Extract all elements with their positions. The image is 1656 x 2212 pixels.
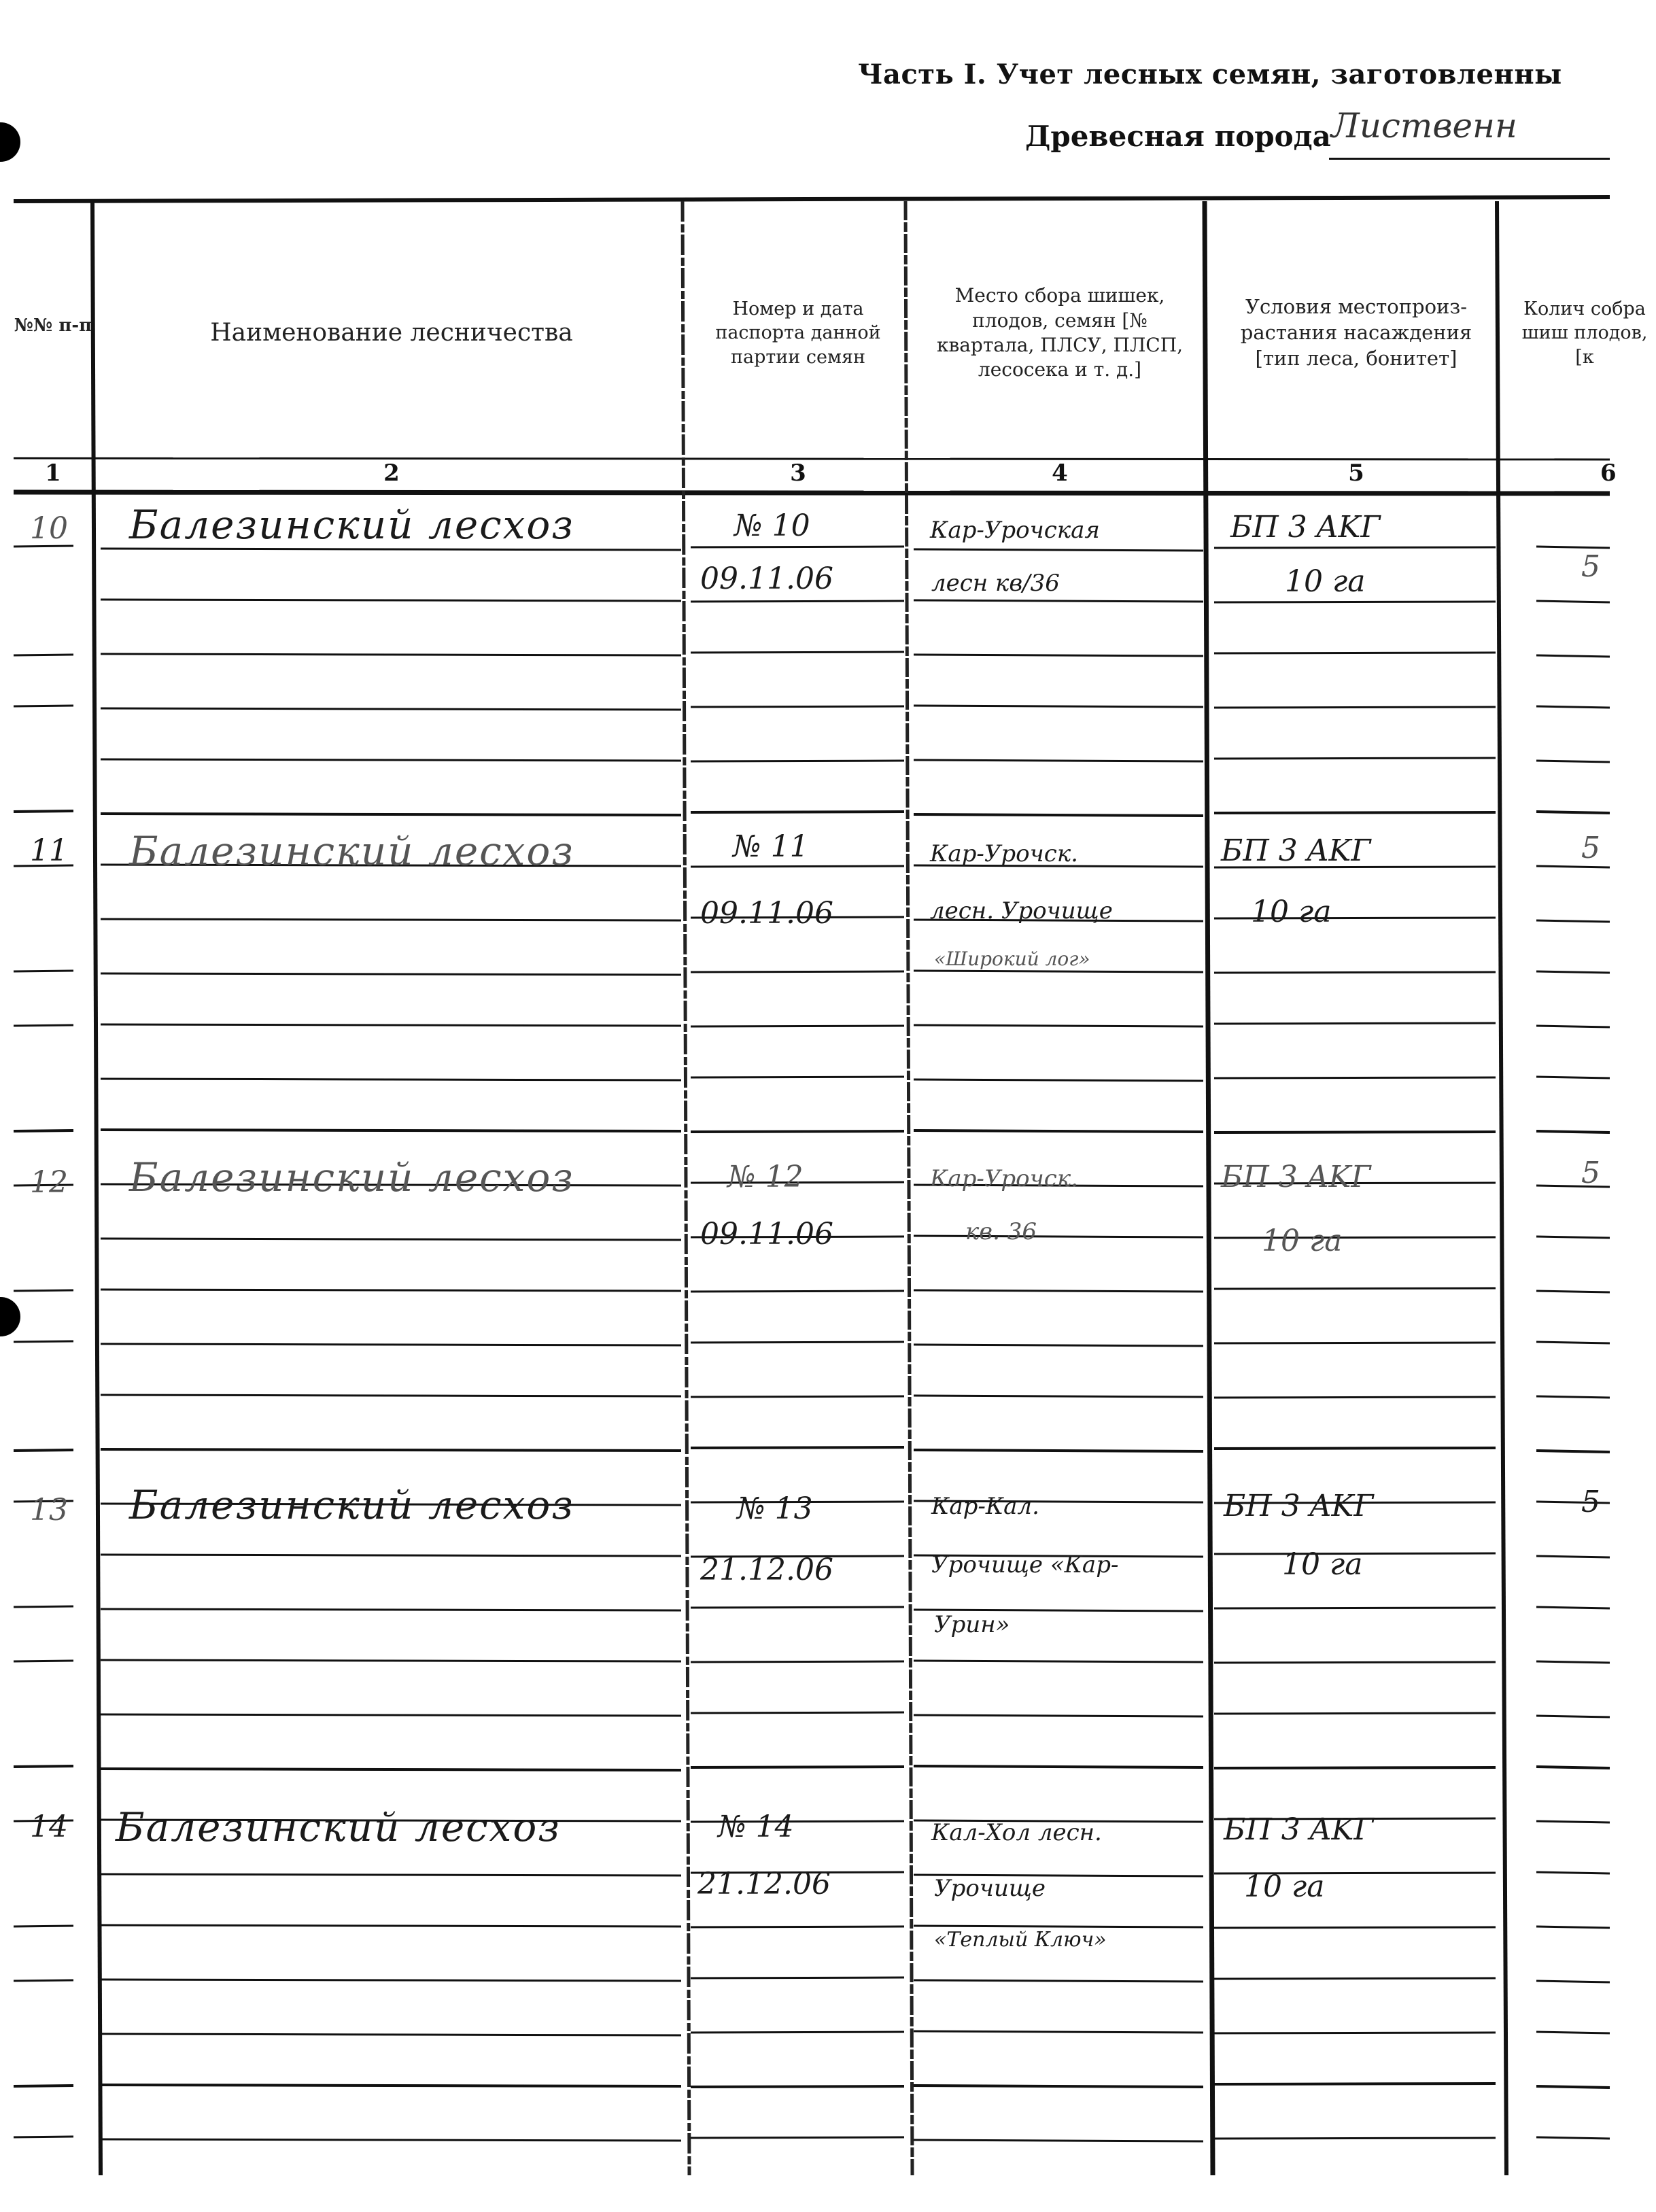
ruled-line [101, 2139, 681, 2141]
ruled-line [914, 1926, 1203, 1927]
ruled-line [1214, 1662, 1496, 1663]
ruled-line [101, 1714, 681, 1716]
ruled-line [101, 708, 681, 710]
ruled-line [914, 600, 1203, 602]
ruled-line [101, 1079, 681, 1080]
ruled-line [691, 1607, 904, 1608]
ruled-line [14, 1130, 73, 1131]
ruled-line [1536, 1821, 1610, 1822]
entry-quantity: 5 [1581, 549, 1600, 584]
ruled-line [101, 1290, 681, 1291]
ruled-line [1536, 601, 1610, 602]
ruled-line [914, 1025, 1203, 1026]
ruled-line [14, 1450, 73, 1451]
ruled-line [1214, 1288, 1496, 1289]
entry-forestry: Балезинский лесхоз [129, 1154, 574, 1200]
ruled-line [914, 1661, 1203, 1662]
ruled-line [1536, 920, 1610, 922]
column-header-2: Наименование лесничества [210, 318, 573, 347]
entry-passport-no: № 11 [733, 829, 809, 864]
ruled-line [1214, 1237, 1496, 1238]
ruled-line [1536, 1556, 1610, 1557]
ruled-line [914, 1715, 1203, 1716]
ruled-line [1536, 761, 1610, 762]
entry-conditions-line: БП 3 AKГ [1221, 833, 1371, 868]
ruled-line [1214, 812, 1496, 813]
ruled-line [691, 601, 904, 602]
ruled-line [1536, 706, 1610, 708]
ruled-line [691, 652, 904, 653]
entry-place-line: лесн кв/36 [931, 570, 1060, 597]
ruled-line [101, 919, 681, 920]
ruled-line [914, 1130, 1203, 1132]
ruled-line [101, 1980, 681, 1981]
ruled-line [101, 600, 681, 601]
entry-conditions-line: БП 3 AKГ [1230, 510, 1381, 545]
column-number-4: 4 [1052, 460, 1068, 487]
ruled-line [691, 1342, 904, 1343]
ruled-line [1214, 1767, 1496, 1768]
entry-number: 13 [30, 1493, 68, 1527]
ruled-line [1536, 1607, 1610, 1608]
ruled-line [1536, 1767, 1610, 1768]
ruled-line [101, 1395, 681, 1396]
ruled-line [1214, 758, 1496, 759]
entry-passport-date: 09.11.06 [700, 1217, 833, 1251]
ruled-line [691, 1661, 904, 1662]
column-header-1: №№ п-п [14, 315, 92, 336]
ruled-line [101, 1024, 681, 1026]
ruled-line [1214, 1397, 1496, 1398]
ruled-line [691, 1291, 904, 1292]
ruled-line [1214, 972, 1496, 973]
ruled-line [101, 1449, 681, 1451]
ruled-line [1536, 655, 1610, 657]
ruled-line [101, 2085, 681, 2086]
column-header-5: Условия местопроиз-растания насаждения [тип леса, бонитет] [1240, 295, 1472, 370]
ruled-line [1214, 1927, 1496, 1928]
entry-forestry: Балезинский лесхоз [129, 502, 574, 548]
entry-passport-date: 09.11.06 [700, 561, 833, 596]
entry-place-line: Кар-Урочск. [930, 840, 1078, 867]
entry-place-line: Кар-Кал. [931, 1493, 1039, 1520]
ruled-line [1536, 1291, 1610, 1292]
ruled-line [14, 546, 73, 547]
ruled-line [101, 549, 681, 550]
ruled-line [1536, 1872, 1610, 1873]
entry-number: 10 [30, 511, 68, 546]
entry-place-line: Урочище «Кар- [931, 1551, 1119, 1578]
ruled-line [101, 1609, 681, 1610]
entry-place-line: «Теплый Ключ» [934, 1928, 1107, 1952]
ruled-line [691, 971, 904, 972]
ruled-line [691, 1447, 904, 1448]
ruled-line [691, 1131, 904, 1132]
entry-passport-date: 09.11.06 [700, 896, 833, 931]
entry-conditions-line: 10 га [1262, 1224, 1343, 1258]
ruled-line [14, 1980, 73, 1981]
ruled-line [691, 2137, 904, 2138]
ruled-line [691, 2086, 904, 2087]
ruled-line [691, 706, 904, 707]
ruled-line [691, 866, 904, 867]
ruled-line [914, 2086, 1203, 2087]
entry-passport-no: № 14 [718, 1810, 794, 1844]
entry-place-line: Урочище [934, 1875, 1046, 1902]
entry-quantity: 5 [1581, 1485, 1600, 1519]
column-number-1: 1 [45, 460, 61, 487]
ruled-line [914, 655, 1203, 656]
ruled-line [691, 1396, 904, 1397]
ruled-line [1214, 1978, 1496, 1979]
ruled-line [691, 2032, 904, 2033]
ruled-line [914, 1236, 1203, 1237]
entry-number: 12 [30, 1165, 68, 1200]
ruled-line [1536, 547, 1610, 548]
ruled-line [101, 814, 681, 815]
ruled-line [101, 1660, 681, 1661]
ruled-line [914, 1079, 1203, 1081]
entry-passport-no: № 10 [734, 508, 810, 543]
column-header-3: Номер и дата паспорта данной партии семян [715, 298, 881, 368]
entry-place-line: лесн. Урочище [930, 897, 1113, 924]
entry-place-line: кв. 36 [965, 1218, 1037, 1245]
entry-forestry: Балезинский лесхоз [129, 1482, 574, 1528]
species-value: Лиственн [1331, 106, 1517, 145]
ruled-line [1214, 707, 1496, 708]
entry-passport-no: № 13 [737, 1491, 813, 1526]
ruled-line [101, 1874, 681, 1876]
ruled-line [691, 1926, 904, 1927]
ruled-line [914, 2140, 1203, 2141]
ruled-line [14, 1290, 73, 1291]
entry-place-line: Урин» [934, 1611, 1010, 1638]
entry-quantity: 5 [1581, 831, 1600, 865]
entry-forestry: Балезинский лесхоз [129, 828, 574, 874]
ruled-line [1536, 1342, 1610, 1343]
ruled-line [1536, 1077, 1610, 1078]
entry-quantity: 5 [1581, 1156, 1600, 1190]
ruled-line [1214, 1713, 1496, 1714]
entry-conditions-line: БП 3 AKГ [1221, 1160, 1371, 1194]
ruled-line [101, 1130, 681, 1131]
ruled-line [914, 1345, 1203, 1346]
ruled-line [1214, 2138, 1496, 2139]
entry-conditions-line: 10 га [1282, 1547, 1363, 1582]
ruled-line [101, 1769, 681, 1770]
ruled-line [914, 971, 1203, 972]
column-number-6: 6 [1600, 460, 1617, 487]
column-header-6: Колич собра шиш плодов, [к [1521, 298, 1648, 368]
ruled-line [1536, 2086, 1610, 2088]
ruled-line [1536, 1451, 1610, 1452]
ruled-line [914, 1396, 1203, 1397]
ruled-line [914, 1290, 1203, 1292]
ruled-line [914, 1980, 1203, 1982]
ruled-line [1536, 1237, 1610, 1238]
entry-conditions-line: 10 га [1251, 895, 1332, 929]
ruled-line [1536, 1131, 1610, 1133]
ruled-line [914, 549, 1203, 551]
ruled-line [1214, 1077, 1496, 1078]
ruled-line [1536, 2137, 1610, 2139]
ruled-line [101, 1344, 681, 1345]
entry-place-line: Кар-Урочская [930, 517, 1100, 544]
species-label: Древесная порода [1025, 120, 1331, 153]
entry-conditions-line: БП 3 AKГ [1224, 1489, 1374, 1523]
ruled-line [14, 811, 73, 812]
ruled-line [691, 1712, 904, 1713]
ruled-line [1536, 812, 1610, 813]
column-header-4: Место сбора шишек, плодов, семян [№ квартала, ПЛСУ, ПЛСП, лесосека и т. д.] [936, 284, 1184, 381]
ruled-line [1536, 1716, 1610, 1717]
ruled-line [1536, 1661, 1610, 1663]
entry-forestry: Балезинский лесхоз [116, 1804, 561, 1850]
entry-conditions-line: 10 га [1285, 564, 1366, 599]
ruled-line [14, 1341, 73, 1342]
ruled-line [691, 1977, 904, 1978]
ruled-line [101, 2034, 681, 2035]
entry-number: 11 [30, 833, 68, 868]
ruled-line [1536, 2032, 1610, 2033]
ruled-line [14, 1606, 73, 1607]
column-number-2: 2 [383, 460, 400, 487]
ruled-line [1214, 1132, 1496, 1133]
entry-passport-date: 21.12.06 [700, 1553, 833, 1587]
ruled-line [1214, 547, 1496, 548]
entry-place-line: «Широкий лог» [934, 948, 1090, 970]
ruled-line [1536, 1396, 1610, 1398]
ruled-line [1536, 1026, 1610, 1027]
ruled-line [1536, 971, 1610, 973]
ruled-line [914, 2031, 1203, 2033]
entry-number: 14 [30, 1810, 68, 1844]
ruled-line [1214, 1023, 1496, 1024]
entry-conditions-line: БП 3 AKГ [1224, 1812, 1374, 1847]
ruled-line [914, 1766, 1203, 1767]
column-number-3: 3 [790, 460, 806, 487]
entry-passport-no: № 12 [727, 1160, 804, 1194]
ruled-line [14, 1025, 73, 1026]
ruled-line [14, 1766, 73, 1767]
ruled-line [914, 706, 1203, 707]
ruled-line [101, 1925, 681, 1926]
entry-place-line: Кал-Хол лесн. [931, 1819, 1102, 1846]
ruled-line [101, 1239, 681, 1240]
ruled-line [101, 973, 681, 975]
ruled-line [914, 814, 1203, 816]
form-part-title: Часть I. Учет лесных семян, заготовленны [858, 58, 1562, 90]
ruled-line [914, 760, 1203, 761]
entry-conditions-line: 10 га [1244, 1869, 1325, 1904]
ruled-line [1536, 866, 1610, 867]
column-number-5: 5 [1348, 460, 1364, 487]
ruled-line [1214, 1448, 1496, 1449]
ruled-line [1536, 1981, 1610, 1982]
ruled-line [1536, 1926, 1610, 1928]
ruled-line [914, 1450, 1203, 1451]
ruled-line [101, 759, 681, 761]
ruled-line [101, 654, 681, 655]
ruled-line [101, 1555, 681, 1556]
entry-passport-date: 21.12.06 [697, 1867, 831, 1901]
entry-place-line: Кар-Урочск. [930, 1165, 1078, 1192]
